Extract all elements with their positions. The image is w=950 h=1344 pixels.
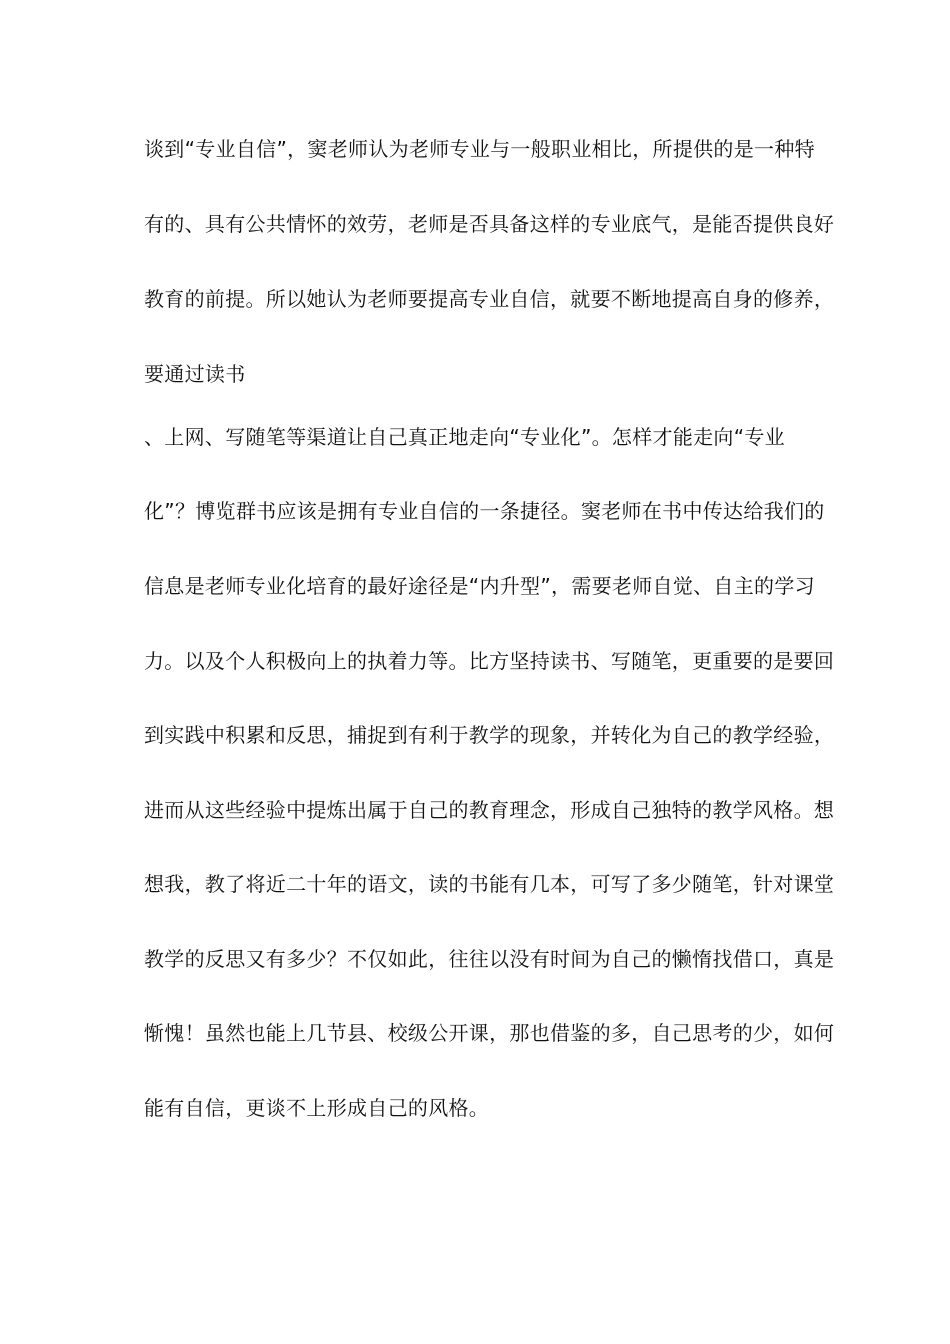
text-line: 有的、具有公共情怀的效劳，老师是否具备这样的专业底气，是能否提供良好 <box>144 212 835 236</box>
text-line: 教学的反思又有多少？不仅如此，往往以没有时间为自己的懒惰找借口，真是 <box>144 947 835 971</box>
text-line: 能有自信，更谈不上形成自己的风格。 <box>144 1096 490 1120</box>
text-line: 想我，教了将近二十年的语文，读的书能有几本，可写了多少随笔，针对课堂 <box>144 872 835 896</box>
text-line: 进而从这些经验中提炼出属于自己的教育理念，形成自己独特的教学风格。想 <box>144 798 835 822</box>
text-line: 教育的前提。所以她认为老师要提高专业自信，就要不断地提高自身的修养， <box>144 287 835 311</box>
text-line: 信息是老师专业化培育的最好途径是“内升型”，需要老师自觉、自主的学习 <box>144 574 815 598</box>
text-line: 化”？博览群书应该是拥有专业自信的一条捷径。窦老师在书中传达给我们的 <box>144 499 825 523</box>
text-line: 惭愧！虽然也能上几节县、校级公开课，那也借鉴的多，自己思考的少，如何 <box>144 1021 835 1045</box>
text-line: 要通过读书 <box>144 362 246 386</box>
text-line: 谈到“专业自信”，窦老师认为老师专业与一般职业相比，所提供的是一种特 <box>144 137 815 161</box>
text-line: 、上网、写随笔等渠道让自己真正地走向“专业化”。怎样才能走向“专业 <box>144 425 785 449</box>
text-line: 到实践中积累和反思，捕捉到有利于教学的现象，并转化为自己的教学经验， <box>144 723 835 747</box>
text-line: 力。以及个人积极向上的执着力等。比方坚持读书、写随笔，更重要的是要回 <box>144 649 835 673</box>
